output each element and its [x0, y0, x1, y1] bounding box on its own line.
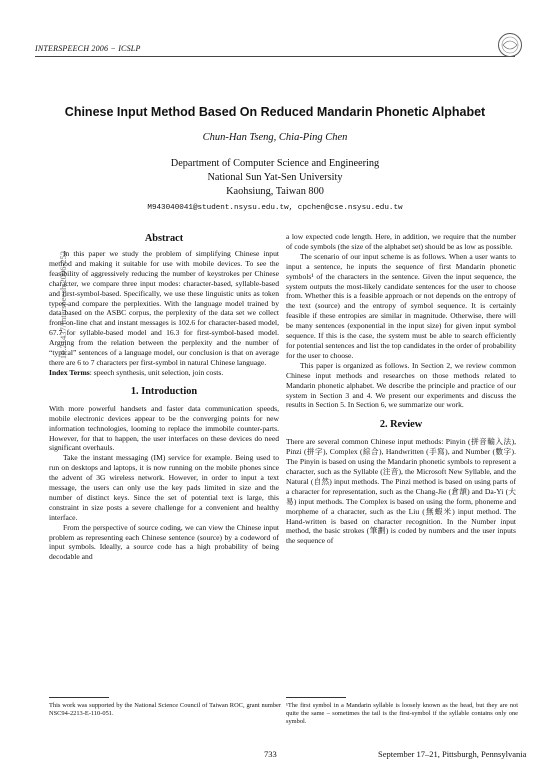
- abstract-heading: Abstract: [144, 233, 184, 244]
- index-terms-text: : speech synthesis, unit selection, join costs.: [89, 367, 224, 377]
- right-paragraph-1: The scenario of our input scheme is as follows. When a user wants to input a sentence, he inputs the sequence of first Mandarin phonetic symbols¹ of the characters in the sentence. Given the input sequence, the system outputs the most-likely candidate sentences for the user to choose from. Whether this is a feasible approach or not depends on the entropy of the text (source) and the entropy of symbol sequence. It is certainly feasible if these entropies are similar in magnitude. Otherwise, there will be many sentences (exponential in the input size) for given input symbol sequence. If this is the case, the system must be able to search efficiently for potential sentences and list the top candidates in the order of probability for the user to choose.: [286, 251, 516, 360]
- review-paragraph: There are several common Chinese input methods: Pinyin (拼音輸入法), Pinzi (拼字), Complex (綜合), Handwritten (手寫), and Number (數字). The Pinyin is based on using the Mandarin phonetic symbols to represent a character, such as the Syllable (注音), the Microsoft New Syllable, and the Natural (自然) input methods. The Pinzi method is based on using parts of a character for representation, such as the Chang-Jie (倉頡) and Da-Yi (大易) input methods. The Complex is based on using the form, phoneme and morpheme of a character, such as the Liu (無蝦米) input method. The Hand-written is based on character recognition. In the Number input method, the basic strokes (筆劃) is coded by numbers and the user inputs the sequence of: [286, 437, 516, 546]
- right-paragraph-0: a low expected code length. Here, in addition, we require that the number of code symbols (the size of the alphabet set) should be as low as possible.: [286, 232, 516, 251]
- review-heading: 2. Review: [379, 419, 423, 431]
- right-paragraph-2: This paper is organized as follows. In Section 2, we review common Chinese input methods and researches on those methods related to Mandarin phonetic alphabet. We describe the principle and practice of our system in Section 3 and 4. We present our experiments and discuss the results in Section 5. In Section 6, we summarize our work.: [286, 360, 516, 410]
- intro-paragraph-3: From the perspective of source coding, we can view the Chinese input problem as representing each Chinese sentence (source) by a codeword of input symbols. Ideally, a source code has a high probability of being decodable and: [49, 522, 279, 562]
- paper-title: Chinese Input Method Based On Reduced Mandarin Phonetic Alphabet: [64, 105, 486, 119]
- left-column: [49, 232, 279, 562]
- conference-logo-icon: [497, 32, 523, 58]
- intro-heading: 1. Introduction: [130, 385, 198, 397]
- footnote-right: ¹The first symbol in a Mandarin syllable is loosely known as the head, but they are not quite the same – sometimes the tail is the first-symbol if the syllable contains only one symbol.: [286, 702, 518, 725]
- intro-paragraph-1: With more powerful handsets and faster data communication speeds, mobile electronic devices appear to be the converging points for new information technologies, looming to replace the immobile counter-parts. However, for that to happen, the user interfaces on these devices do need significant overhauls.: [49, 403, 279, 453]
- footnote-left: This work was supported by the National Science Council of Taiwan ROC, grant number NSC94-2213-E-110-051.: [49, 702, 281, 717]
- index-terms-label: Index Terms: [49, 367, 90, 377]
- index-terms: [49, 368, 279, 378]
- affiliation-dept: Department of Computer Science and Engineering: [170, 158, 380, 169]
- footnote-rule-left: [49, 697, 109, 698]
- affiliation-univ: National Sun Yat-Sen University: [207, 172, 343, 183]
- abstract-text: In this paper we study the problem of simplifying Chinese input method and making it suitable for use with mobile devices. To see the feasibility of aggressively reducing the number of keystrokes per Chinese character, we compare three input modes: character-based, syllable-based and first-symbol-based. Specifically, we use these linguistic units as token types and compare the perplexities. With the language model trained by data based on the ASBC corpus, the perplexity of the data set we collect from on-line chat and instant messages is 102.6 for character-based model, 67.7 for syllable-based model and 16.3 for first-symbol-based model. Arguing from the relation between the perplexity and the number of “typical” sentences of a language model, our conclusion is that on average there are 6 to 7 characters per first-symbol in natural Chinese language.: [49, 249, 279, 367]
- authors: Chun-Han Tseng, Chia-Ping Chen: [202, 132, 348, 143]
- affiliation-city: Kaohsiung, Taiwan 800: [226, 186, 324, 197]
- page-number: 733: [264, 749, 277, 759]
- doi-side-label: 10.21437/Interspeech.2006-252: [58, 250, 68, 360]
- header-rule: [35, 56, 515, 57]
- author-emails[interactable]: M943040041@student.nsysu.edu.tw, cpchen@cse.nsysu.edu.tw: [147, 204, 403, 212]
- right-column: [286, 232, 516, 546]
- footnote-rule-right: [286, 697, 346, 698]
- running-head: INTERSPEECH 2006 − ICSLP: [35, 44, 141, 53]
- conference-dates: September 17–21, Pittsburgh, Pennsylvania: [378, 749, 527, 759]
- intro-paragraph-2: Take the instant messaging (IM) service for example. Being used to run on desktops and laptops, it is now running on the mobile phones since the advent of 3G wireless network. However, in order to input a text message, the users can only use the key pads limited in size and the number of distinct keys. Since the set of potential text is large, this constraint in size posts a severe challenge for a convenient and healthy interface.: [49, 453, 279, 522]
